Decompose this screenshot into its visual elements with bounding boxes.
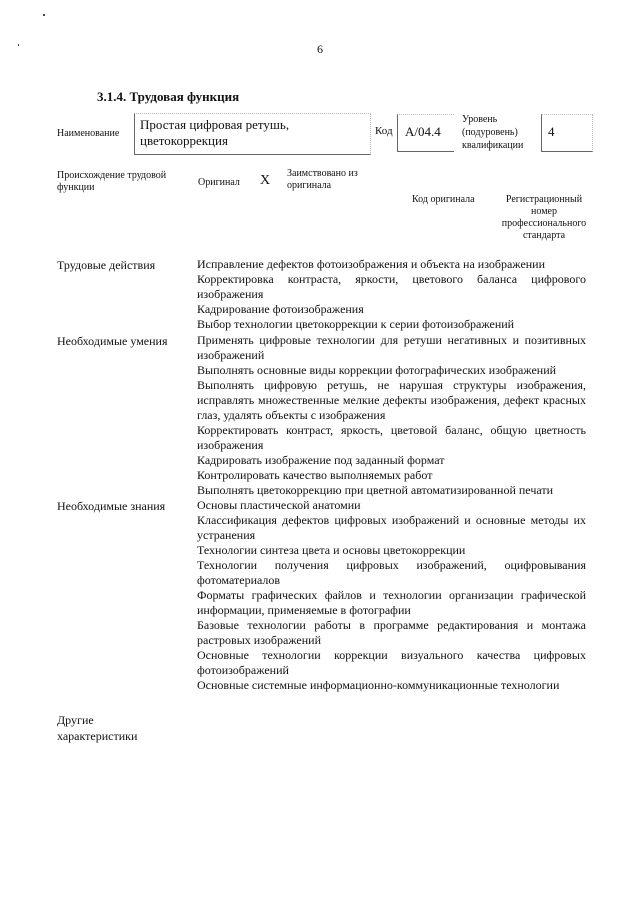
borrowed-label: Заимствовано из оригинала [287,168,358,191]
name-value: Простая цифровая ретушь, цветокоррекция [140,117,290,148]
labor-action-item: Выбор технологии цветокоррекции к серии фотоизображений [197,317,515,331]
knowledge-item: Основы пластической анатомии [197,498,361,512]
other-characteristics-label: Другие характеристики [57,713,138,743]
code-label: Код [375,125,393,137]
required-skills-list [197,333,586,498]
reg-number-label: Регистрационный номер профессионального стандарта [501,194,587,241]
skill-item: Корректировать контраст, яркость, цветовой баланс, общую цветность изображения [197,423,586,452]
level-value: 4 [548,124,555,139]
knowledge-item: Основные системные информационно-коммуникационные технологии [197,678,560,692]
knowledge-item: Базовые технологии работы в программе редактирования и монтажа растровых изображений [197,618,586,647]
knowledge-item: Классификация дефектов цифровых изображений и основные методы их устранения [197,513,586,542]
scan-speck [18,44,19,46]
required-skills-label: Необходимые умения [57,334,168,348]
name-label: Наименование [57,128,120,139]
labor-actions-label: Трудовые действия [57,258,156,272]
code-value: A/04.4 [405,124,441,139]
page-number: 6 [317,42,323,56]
code-original-label: Код оригинала [412,194,475,205]
skill-item: Выполнять цифровую ретушь, не нарушая структуры изображения, исправлять множественные мелкие дефекты изображения, дефект красных глаз, удалять объекты с изображения [197,378,586,422]
knowledge-item: Основные технологии коррекции визуального качества цифровых фотоизображений [197,648,586,677]
scan-speck [43,14,45,16]
required-knowledge-list [197,498,586,693]
section-heading: 3.1.4. Трудовая функция [97,89,240,104]
skill-item: Выполнять цветокоррекцию при цветной автоматизированной печати [197,483,554,497]
labor-actions-list [197,257,586,332]
labor-action-item: Корректировка контраста, яркости, цветового баланса цифрового изображения [197,272,586,301]
original-label: Оригинал [198,177,240,188]
labor-action-item: Исправление дефектов фотоизображения и объекта на изображении [197,257,546,271]
skill-item: Выполнять основные виды коррекции фотографических изображений [197,363,557,377]
knowledge-item: Технологии получения цифровых изображений, оцифровывания фотоматериалов [197,558,586,587]
required-knowledge-label: Необходимые знания [57,499,166,513]
skill-item: Контролировать качество выполняемых работ [197,468,433,482]
level-label: Уровень (подуровень) квалификации [462,114,524,151]
labor-action-item: Кадрирование фотоизображения [197,302,364,316]
origin-label: Происхождение трудовой функции [57,170,167,193]
original-mark: X [260,173,271,188]
skill-item: Применять цифровые технологии для ретуши негативных и позитивных изображений [197,333,586,362]
knowledge-item: Форматы графических файлов и технологии организации графической информации, применяемые в фотографии [197,588,586,617]
skill-item: Кадрировать изображение под заданный формат [197,453,445,467]
knowledge-item: Технологии синтеза цвета и основы цветокоррекции [197,543,466,557]
